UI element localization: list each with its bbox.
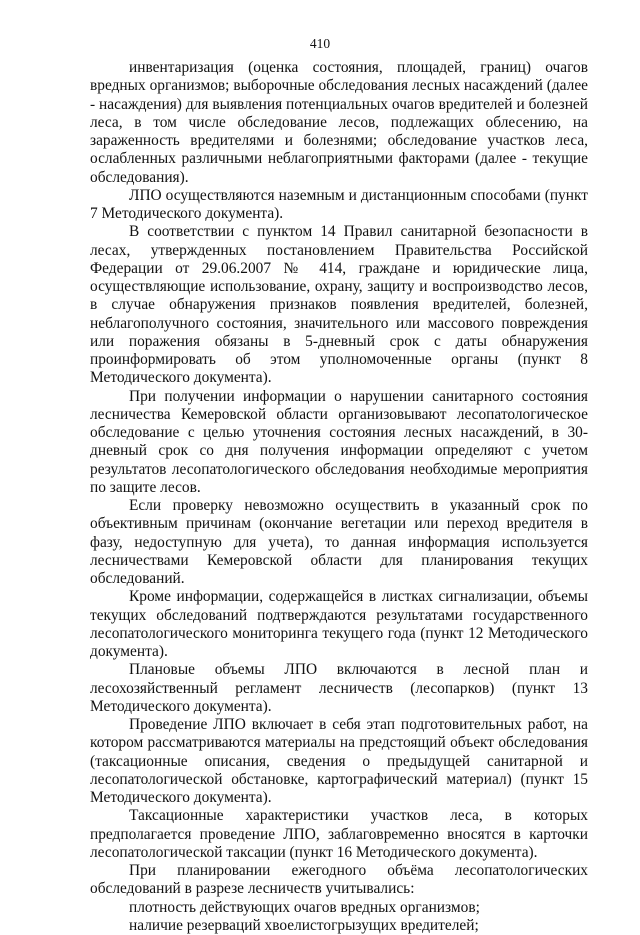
paragraph-preparatory-work: Проведение ЛПО включает в себя этап подготовительных работ, на котором рассматриваются материалы на предстоящий объект обследования (таксационные описания, сведения о предыдущей санитарной и лесопатологической обстановке, картографический материал) (пункт 15 Методического документа). (90, 716, 588, 806)
paragraph-inventory: инвентаризация (оценка состояния, площадей, границ) очагов вредных организмов; выборочные обследования лесных насаждений (далее - насаждения) для выявления потенциальных очагов вредителей и болезней леса, в том числе обследование лесов, подлежащих облесению, на зараженность вредителями и болезнями; обследование участков леса, ослабленных различными неблагоприятными факторами (далее - текущие обследования). (90, 59, 588, 186)
paragraph-annual-planning: При планировании ежегодного объёма лесопатологических обследований в разрезе лесничеств учитывались: (90, 862, 588, 898)
paragraph-lpo-methods: ЛПО осуществляются наземным и дистанционным способами (пункт 7 Методического документа). (90, 186, 588, 222)
page-body (90, 59, 588, 935)
list-item: наличие резерваций хвоелистогрызущих вредителей; (129, 916, 479, 934)
paragraph-violation-info: При получении информации о нарушении санитарного состояния лесничества Кемеровской области организовывают лесопатологическое обследование с целью уточнения состояния лесных насаждений, в 30-дневный срок со дня получения информации определяют с учетом результатов лесопатологического обследования необходимые мероприятия по защите лесов. (90, 387, 588, 496)
page-number: 410 (309, 36, 331, 51)
list-item: плотность действующих очагов вредных организмов; (129, 898, 480, 916)
paragraph-inspection-impossible: Если проверку невозможно осуществить в указанный срок по объективным причинам (окончание вегетации или переход вредителя в фазу, недоступную для учета), то данная информация используется лесничествами Кемеровской области для планирования текущих обследований. (90, 497, 588, 587)
paragraph-planned-volumes: Плановые объемы ЛПО включаются в лесной план и лесохозяйственный регламент лесничеств (лесопарков) (пункт 13 Методического документа). (90, 661, 588, 715)
paragraph-signal-sheets: Кроме информации, содержащейся в листках сигнализации, объемы текущих обследований подтверждаются результатами государственного лесопатологического мониторинга текущего года (пункт 12 Методического документа). (90, 588, 588, 660)
paragraph-taxation: Таксационные характеристики участков леса, в которых предполагается проведение ЛПО, заблаговременно вносятся в карточки лесопатологической таксации (пункт 16 Методического документа). (90, 807, 588, 861)
paragraph-sanitary-rules: В соответствии с пунктом 14 Правил санитарной безопасности в лесах, утвержденных постановлением Правительства Российской Федерации от 29.06.2007 № 414, граждане и юридические лица, осуществляющие использование, охрану, защиту и воспроизводство лесов, в случае обнаружения признаков появления вредителей, болезней, неблагополучного состояния, значительного или массового повреждения или поражения обязаны в 5-дневный срок с даты обнаружения проинформировать об этом уполномоченные органы (пункт 8 Методического документа). (90, 223, 588, 387)
